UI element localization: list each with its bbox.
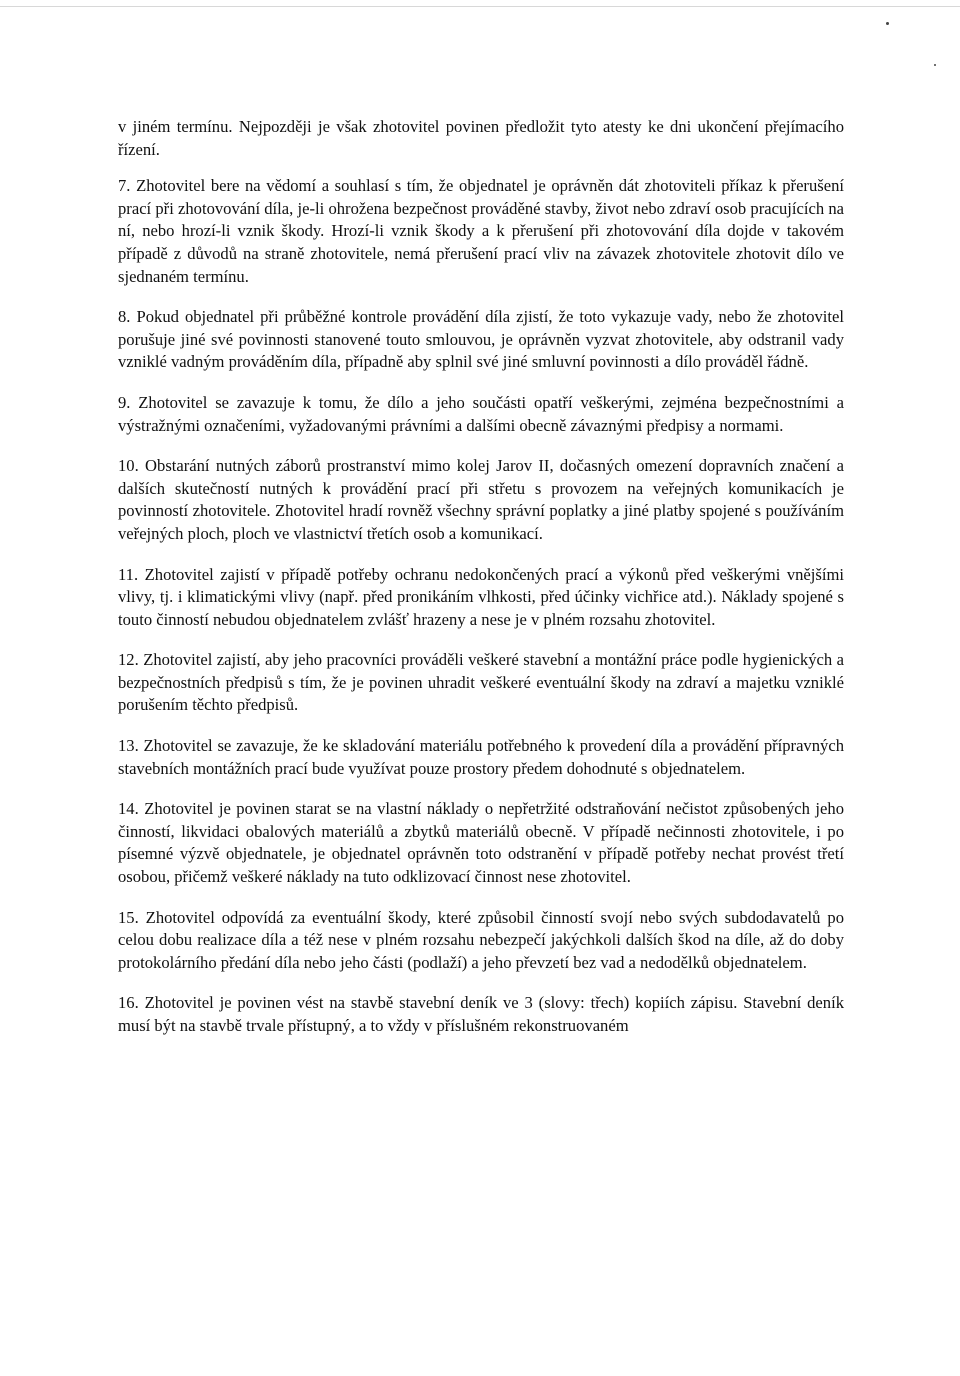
paragraph-10: 10. Obstarání nutných záborů prostranství mimo kolej Jarov II, dočasných omezení dopravních značení a dalších skutečností nutných k provádění prací při střetu s provozem na veřejných komunikacích je povinností zhotovitele. Zhotovitel hradí rovněž všechny správní poplatky a jiné platby spojené s používáním veřejných ploch, ploch ve vlastnictví třetích osob a komunikací. [118,456,844,543]
paragraph-11: 11. Zhotovitel zajistí v případě potřeby ochranu nedokončených prací a výkonů před veškerými vnějšími vlivy, tj. i klimatickými vlivy (např. před pronikáním vlhkosti, před účinky vichřice atd.). Náklady spojené s touto činností nebudou objednatelem zvlášť hrazeny a nese je v plném rozsahu zhotovitel. [118,564,844,629]
scan-speck [886,22,889,25]
scan-edge-line [0,6,960,7]
paragraph-16: 16. Zhotovitel je povinen vést na stavbě stavební deník ve 3 (slovy: třech) kopiích zápisu. Stavební deník musí být na stavbě trvale přístupný, a to vždy v příslušném rekonstruovaném [118,993,844,1035]
paragraph-14: 14. Zhotovitel je povinen starat se na vlastní náklady o nepřetržité odstraňování nečistot způsobených jeho činností, likvidaci obalových materiálů a zbytků materiálů obecně. V případě nečinnosti zhotovitele, i po písemné výzvě objednatele, je objednatel oprávněn toto odstranění v případě potřeby nechat provést třetí osobou, přičemž veškeré náklady na tuto odklizovací činnost nese zhotovitel. [118,799,844,887]
paragraph-7: 7. Zhotovitel bere na vědomí a souhlasí s tím, že objednatel je oprávněn dát zhotoviteli příkaz k přerušení prací při zhotovování díla, je-li ohrožena bezpečnost prováděné stavby, život nebo zdraví osob pracujících na ní, nebo hrozí-li vznik škody. Hrozí-li vznik škody a k přerušení při zhotovování díla dojde v takovém případě z důvodů na straně zhotovitele, nemá přerušení prací vliv na závazek zhotovitele zhotovit dílo ve sjednaném termínu. [118,176,844,286]
document-body [118,116,844,1056]
paragraph-12: 12. Zhotovitel zajistí, aby jeho pracovníci prováděli veškeré stavební a montážní práce podle hygienických a bezpečnostních předpisů s tím, že je povinen uhradit veškeré eventuální škody na zdraví a majetku vzniklé porušením těchto předpisů. [118,650,844,715]
scan-speck [934,64,936,66]
paragraph-13: 13. Zhotovitel se zavazuje, že ke skladování materiálu potřebného k provedení díla a provádění přípravných stavebních montážních prací bude využívat pouze prostory předem dohodnuté s objednatelem. [118,736,844,778]
paragraph-continuation: v jiném termínu. Nejpozději je však zhotovitel povinen předložit tyto atesty ke dni ukončení přejímacího řízení. [118,117,844,159]
paragraph-9: 9. Zhotovitel se zavazuje k tomu, že dílo a jeho součásti opatří veškerými, zejména bezpečnostními a výstražnými označeními, vyžadovanými právními a dalšími obecně závaznými předpisy a normami. [118,392,844,435]
paragraph-15: 15. Zhotovitel odpovídá za eventuální škody, které způsobil činností svojí nebo svých subdodavatelů po celou dobu realizace díla a též nese v plném rozsahu nebezpečí jakýchkoli dalších škod na díle, až do doby protokolárního předání díla nebo jeho části (podlaží) a jeho převzetí bez vad a nedodělků objednatelem. [118,907,844,972]
paragraph-8: 8. Pokud objednatel při průběžné kontrole provádění díla zjistí, že toto vykazuje vady, nebo že zhotovitel porušuje jiné své povinnosti stanovené touto smlouvou, je oprávněn vyzvat zhotovitele, aby odstranil vady vzniklé vadným prováděním díla, případně aby splnil své jiné smluvní povinnosti a dílo prováděl řádně. [118,307,844,372]
